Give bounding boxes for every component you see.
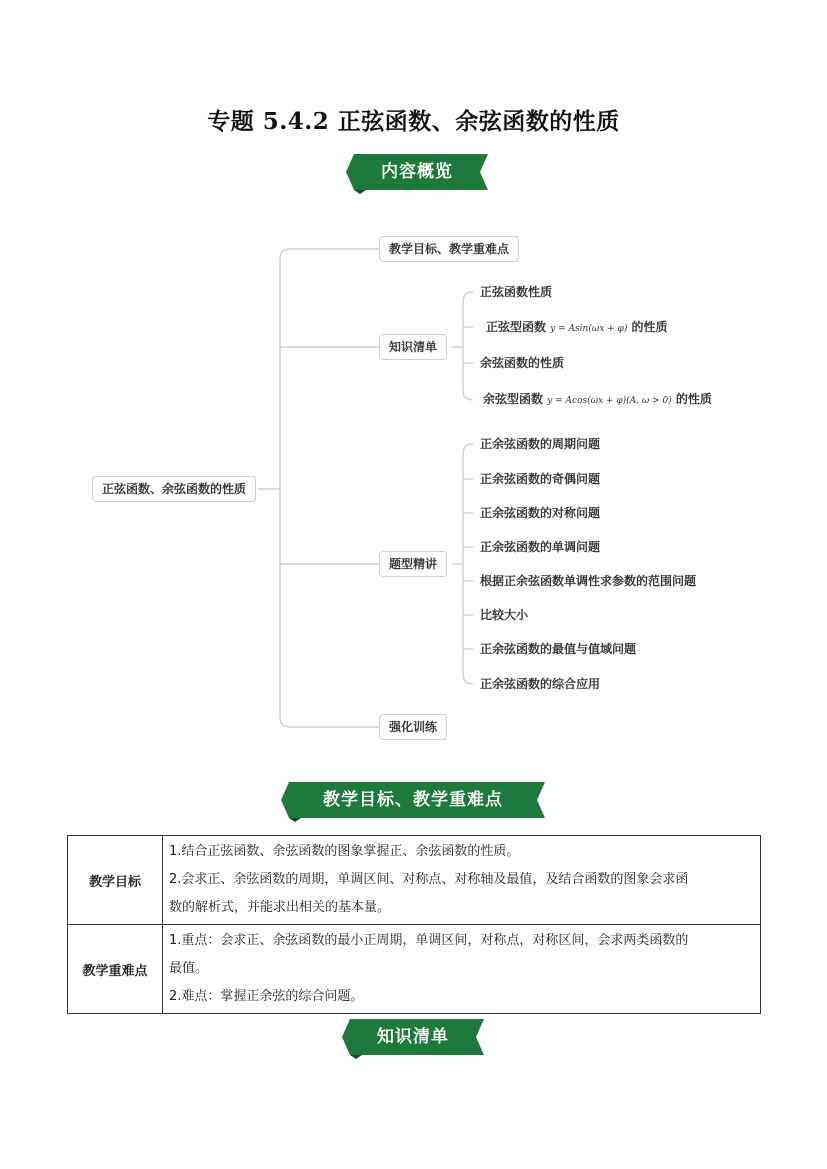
mindmap-leaf — [480, 283, 552, 301]
table-line: 2.难点：掌握正余弦的综合问题。 — [169, 989, 364, 1004]
leaf-formula: y = Acos(ωx + φ)(A, ω > 0) — [547, 396, 672, 406]
table-line: 1.重点：会求正、余弦函数的最小正周期，单调区间，对称点，对称区间，会求两类函数的 — [169, 933, 689, 948]
table-header-cell: 教学重难点 — [68, 925, 163, 1014]
table-row — [68, 836, 761, 925]
banner-goals — [281, 782, 545, 822]
mindmap-leaf: 正余弦函数的单调问题 — [480, 540, 601, 554]
leaf-text: 正弦型函数 — [486, 320, 547, 334]
table-line: 2.会求正、余弦函数的周期，单调区间、对称点、对称轴及最值，及结合函数的图象会求函 — [169, 872, 689, 887]
mindmap-branch-knowledge: 知识清单 — [379, 334, 447, 360]
table-line: 最值。 — [169, 961, 209, 976]
mindmap-leaf: 比较大小 — [480, 608, 529, 622]
table-body-cell — [163, 925, 761, 1014]
mindmap-branch-problems: 题型精讲 — [379, 551, 447, 577]
page-title: 专题 5.4.2 正弦函数、余弦函数的性质 — [207, 108, 620, 135]
table-body-cell — [163, 836, 761, 925]
leaf-text: 余弦型函数 — [483, 392, 544, 406]
mindmap-leaf — [486, 318, 668, 336]
mindmap-branch-goals: 教学目标、教学重难点 — [379, 236, 519, 262]
mindmap-leaf: 正余弦函数的综合应用 — [480, 677, 601, 691]
mindmap-leaf: 正余弦函数的对称问题 — [480, 506, 601, 520]
leaf-text: 正弦函数性质 — [480, 285, 553, 299]
leaf-suffix: 的性质 — [675, 392, 712, 406]
leaf-text: 余弦函数的性质 — [480, 356, 565, 370]
mindmap-root: 正弦函数、余弦函数的性质 — [92, 476, 256, 502]
table-line: 1.结合正弦函数、余弦函数的图象掌握正、余弦函数的性质。 — [169, 844, 520, 859]
banner-overview-label: 内容概览 — [381, 162, 453, 182]
goals-table — [67, 835, 761, 1014]
banner-goals-label: 教学目标、教学重难点 — [323, 790, 503, 810]
mindmap-leaf — [483, 390, 712, 408]
banner-knowledge — [342, 1019, 484, 1059]
mindmap-leaf: 正余弦函数的周期问题 — [480, 437, 601, 451]
mindmap-leaf: 正余弦函数的最值与值域问题 — [480, 642, 637, 656]
table-row — [68, 925, 761, 1014]
leaf-suffix: 的性质 — [631, 320, 668, 334]
leaf-formula: y = Asin(ωx + φ) — [550, 324, 628, 334]
banner-knowledge-label: 知识清单 — [377, 1027, 449, 1047]
table-header-cell: 教学目标 — [68, 836, 163, 925]
mindmap-leaf — [480, 354, 564, 372]
mindmap-leaf: 根据正余弦函数单调性求参数的范围问题 — [480, 574, 697, 588]
mindmap-branch-training: 强化训练 — [379, 714, 447, 740]
mindmap-leaf: 正余弦函数的奇偶问题 — [480, 472, 601, 486]
table-line: 数的解析式，并能求出相关的基本量。 — [169, 900, 391, 915]
